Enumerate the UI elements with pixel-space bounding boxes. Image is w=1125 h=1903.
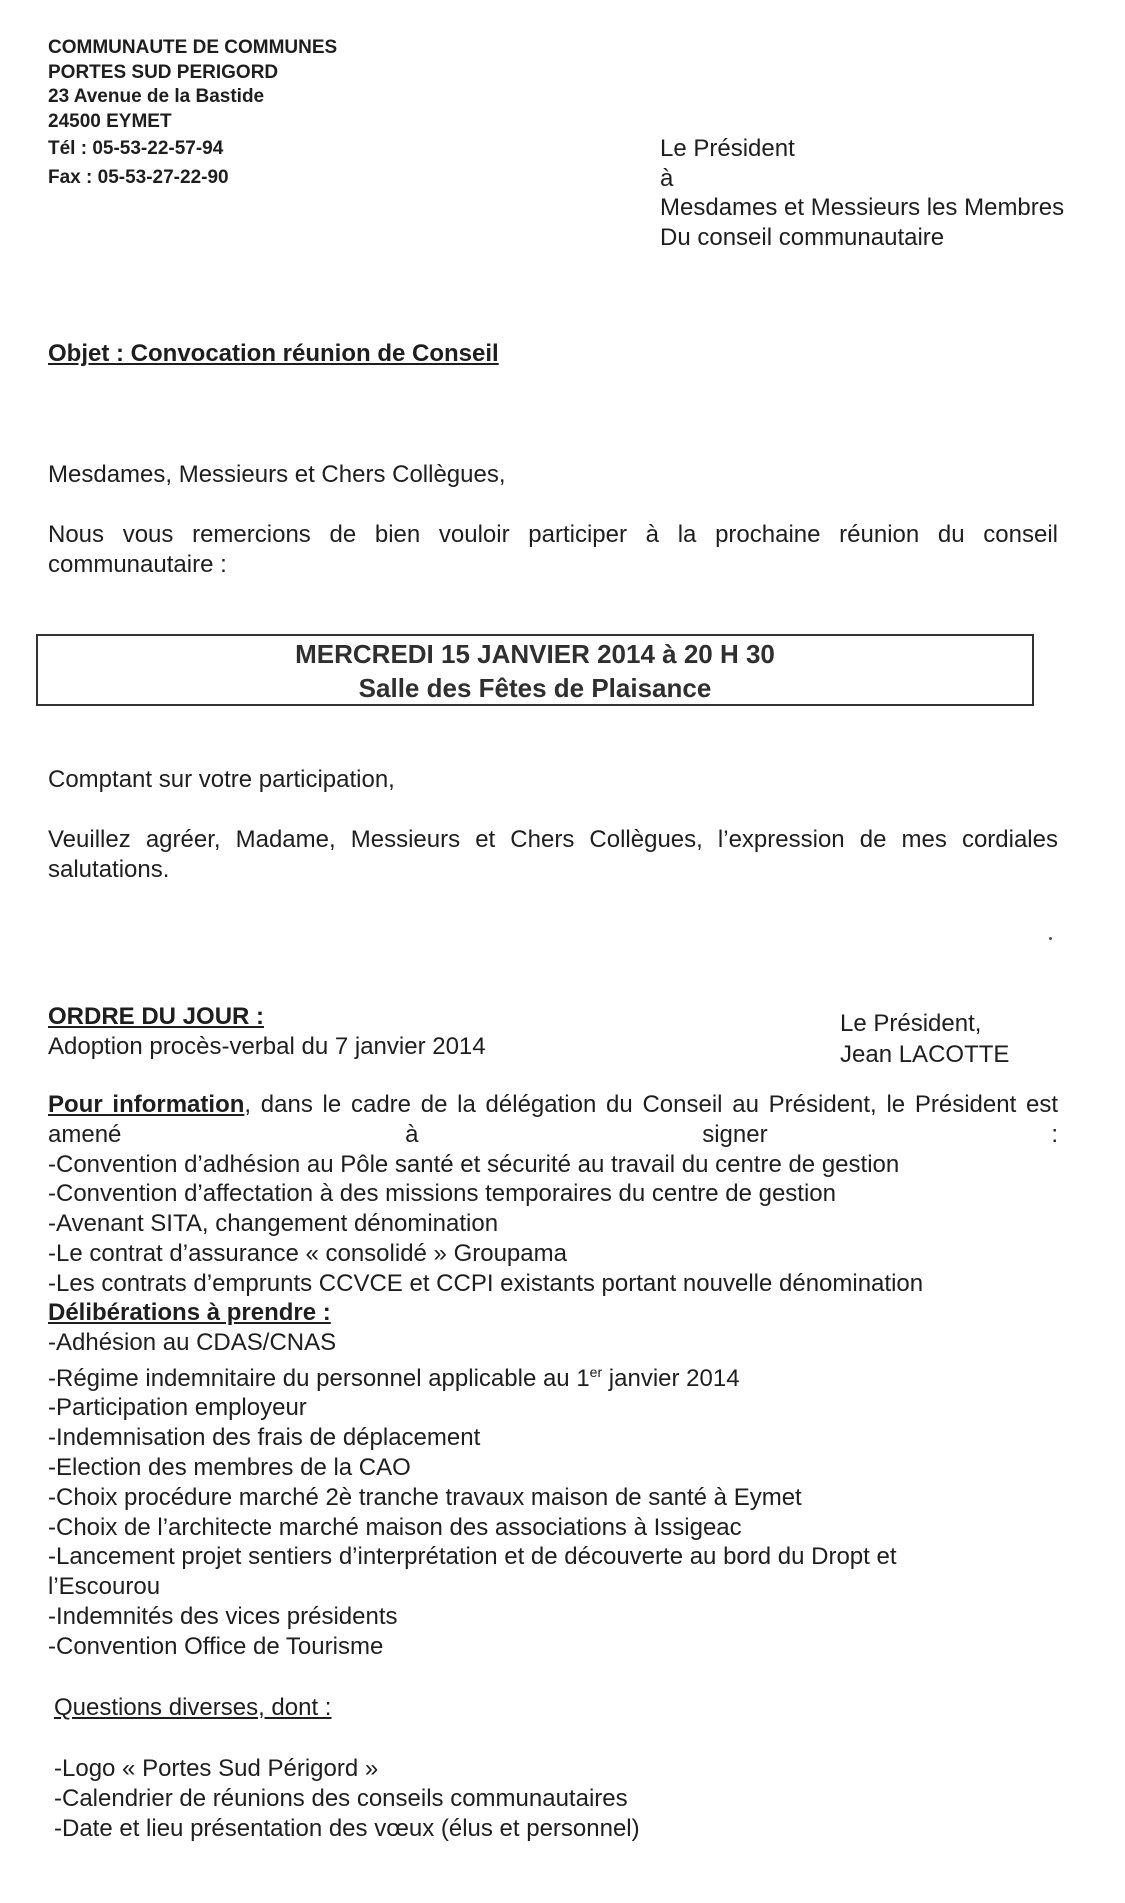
list-item: -Choix procédure marché 2è tranche travaux maison de santé à Eymet xyxy=(48,1483,802,1511)
list-item: -Lancement projet sentiers d’interprétation et de découverte au bord du Dropt et xyxy=(48,1543,897,1571)
scan-speck xyxy=(1049,937,1052,940)
list-item: -Logo « Portes Sud Périgord » xyxy=(54,1755,379,1782)
list-item: -Choix de l’architecte marché maison des associations à Issigeac xyxy=(48,1513,742,1541)
list-item: -Indemnisation des frais de déplacement xyxy=(48,1424,481,1452)
signature-title: Le Président, xyxy=(840,1010,982,1037)
fax-number: Fax : 05-53-27-22-90 xyxy=(48,166,229,188)
city-address: 24500 EYMET xyxy=(48,110,172,132)
recipient-line4: Du conseil communautaire xyxy=(660,223,945,251)
deliberations-heading: Délibérations à prendre : xyxy=(48,1299,331,1326)
list-item-regime xyxy=(48,1358,897,1394)
questions-heading: Questions diverses, dont : xyxy=(54,1694,332,1721)
meeting-place: Salle des Fêtes de Plaisance xyxy=(358,673,712,703)
information-label: Pour information xyxy=(48,1091,245,1118)
closing-paragraph: Veuillez agréer, Madame, Messieurs et Chers Collègues, l’expression de mes cordiales salutations. xyxy=(48,826,1058,883)
regime-text: -Régime indemnitaire du personnel applicable au 1 xyxy=(48,1364,590,1392)
list-item: -Election des membres de la CAO xyxy=(48,1453,411,1481)
list-item: -Adhésion au CDAS/CNAS xyxy=(48,1328,337,1356)
signature-name: Jean LACOTTE xyxy=(840,1041,1010,1068)
list-item: -Indemnités des vices présidents xyxy=(48,1602,398,1630)
phone-number: Tél : 05-53-22-57-94 xyxy=(48,138,224,159)
street-address: 23 Avenue de la Bastide xyxy=(48,86,265,107)
list-item: -Le contrat d’assurance « consolidé » Groupama xyxy=(48,1239,567,1267)
recipient-line3: Mesdames et Messieurs les Membres xyxy=(660,194,1065,221)
list-item: l’Escourou xyxy=(48,1573,161,1601)
list-item: -Convention d’adhésion au Pôle santé et sécurité au travail du centre de gestion xyxy=(48,1150,900,1178)
meeting-details-box xyxy=(36,634,1034,706)
list-item: -Avenant SITA, changement dénomination xyxy=(48,1210,499,1238)
agenda-first-item: Adoption procès-verbal du 7 janvier 2014 xyxy=(48,1033,486,1060)
list-item: -Calendrier de réunions des conseils communautaires xyxy=(54,1785,628,1812)
list-item: -Date et lieu présentation des vœux (élus et personnel) xyxy=(54,1815,640,1842)
sender-address-block xyxy=(48,36,337,190)
regime-superscript: er xyxy=(589,1363,603,1380)
recipient-line2: à xyxy=(660,164,674,192)
closing-line1: Comptant sur votre participation, xyxy=(48,766,395,793)
list-item: -Convention d’affectation à des missions temporaires du centre de gestion xyxy=(48,1180,837,1208)
information-intro xyxy=(48,1090,1058,1150)
recipient-block xyxy=(660,134,1064,252)
org-name-line2: PORTES SUD PERIGORD xyxy=(48,61,279,83)
subject-line: Objet : Convocation réunion de Conseil xyxy=(48,340,499,367)
list-item: -Participation employeur xyxy=(48,1394,307,1422)
questions-list xyxy=(54,1754,640,1844)
signature-block xyxy=(840,1008,1009,1070)
recipient-line1: Le Président xyxy=(660,135,795,162)
information-list xyxy=(48,1150,1058,1299)
deliberations-section xyxy=(48,1298,897,1662)
greeting: Mesdames, Messieurs et Chers Collègues, xyxy=(48,461,506,488)
agenda-heading: ORDRE DU JOUR : xyxy=(48,1003,265,1030)
regime-date: janvier 2014 xyxy=(602,1364,740,1392)
intro-paragraph: Nous vous remercions de bien vouloir participer à la prochaine réunion du conseil communautaire : xyxy=(48,521,1058,578)
meeting-date: MERCREDI 15 JANVIER 2014 à 20 H 30 xyxy=(295,639,775,669)
information-section xyxy=(48,1090,1058,1299)
list-item: -Les contrats d’emprunts CCVCE et CCPI existants portant nouvelle dénomination xyxy=(48,1269,924,1297)
list-item: -Convention Office de Tourisme xyxy=(48,1632,384,1660)
information-text: , dans le cadre de la délégation du Conseil au Président, le Président est amené à signer : xyxy=(48,1091,1058,1148)
org-name-line1: COMMUNAUTE DE COMMUNES xyxy=(48,37,338,58)
